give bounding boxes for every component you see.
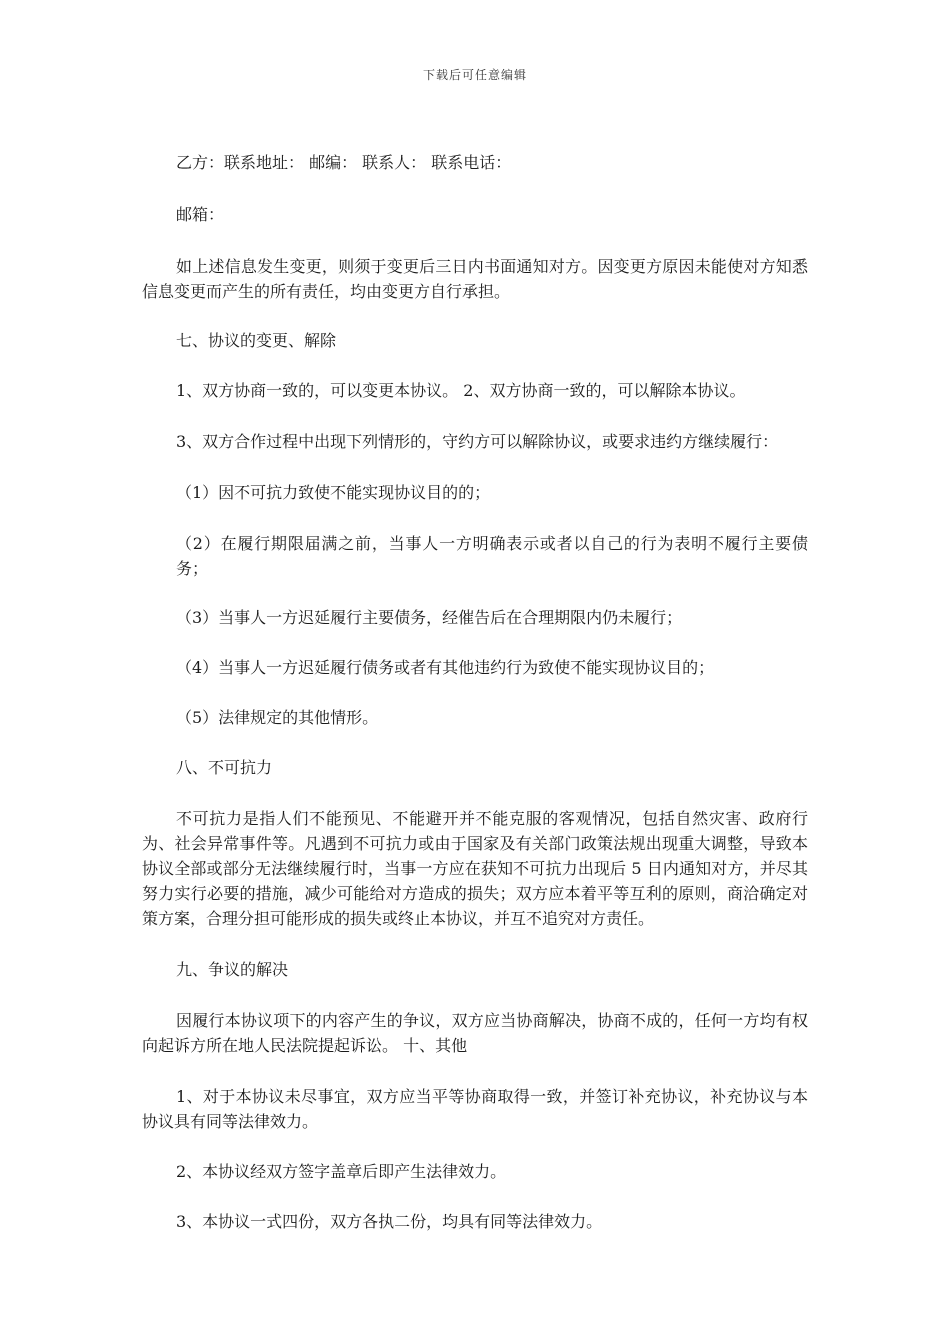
page-header: 下载后可任意编辑 [422,68,527,82]
list-item-5: （5）法律规定的其他情形。 [176,708,379,727]
info-change-paragraph: 如上述信息发生变更，则须于变更后三日内书面通知对方。因变更方原因未能使对方知悉信息变更而产生的所有责任，均由变更方自行承担。 [142,257,808,301]
list-item-2: （2）在履行期限届满之前，当事人一方明确表示或者以自己的行为表明不履行主要债务； [176,534,808,578]
clause-10-1: 1、对于本协议未尽事宜，双方应当平等协商取得一致，并签订补充协议，补充协议与本协议具有同等法律效力。 [142,1087,808,1131]
clause-7-1-2: 1、双方协商一致的，可以变更本协议。 2、双方协商一致的，可以解除本协议。 [176,381,746,400]
list-item-1: （1）因不可抗力致使不能实现协议目的的； [176,483,491,502]
section-8-heading: 八、不可抗力 [176,758,273,777]
section-7-heading: 七、协议的变更、解除 [176,331,337,350]
section-9-heading: 九、争议的解决 [176,960,289,979]
dispute-paragraph: 因履行本协议项下的内容产生的争议，双方应当协商解决，协商不成的，任何一方均有权向起诉方所在地人民法院提起诉讼。 十、其他 [142,1011,808,1055]
clause-7-3: 3、双方合作过程中出现下列情形的，守约方可以解除协议，或要求违约方继续履行： [176,432,779,451]
document-body [142,150,808,1234]
force-majeure-paragraph: 不可抗力是指人们不能预见、不能避开并不能克服的客观情况，包括自然灾害、政府行为、社会异常事件等。凡遇到不可抗力或由于国家及有关部门政策法规出现重大调整，导致本协议全部或部分无法继续履行时，当事一方应在获知不可抗力出现后 5 日内通知对方，并尽其努力实行必要的措施，减少可能给对方造成的损失；双方应本着平等互利的原则，商洽确定对策方案，合理分担可能形成的损失或终止本协议，并互不追究对方责任。 [142,809,808,928]
party-b-contact-line: 乙方：联系地址： 邮编： 联系人： 联系电话： [176,153,512,172]
list-item-3: （3）当事人一方迟延履行主要债务，经催告后在合理期限内仍未履行； [176,608,683,627]
clause-10-3: 3、本协议一式四份，双方各执二份，均具有同等法律效力。 [176,1212,603,1231]
email-line: 邮箱： [176,205,225,224]
list-item-4: （4）当事人一方迟延履行债务或者有其他违约行为致使不能实现协议目的； [176,658,715,677]
clause-10-2: 2、本协议经双方签字盖章后即产生法律效力。 [176,1162,507,1181]
